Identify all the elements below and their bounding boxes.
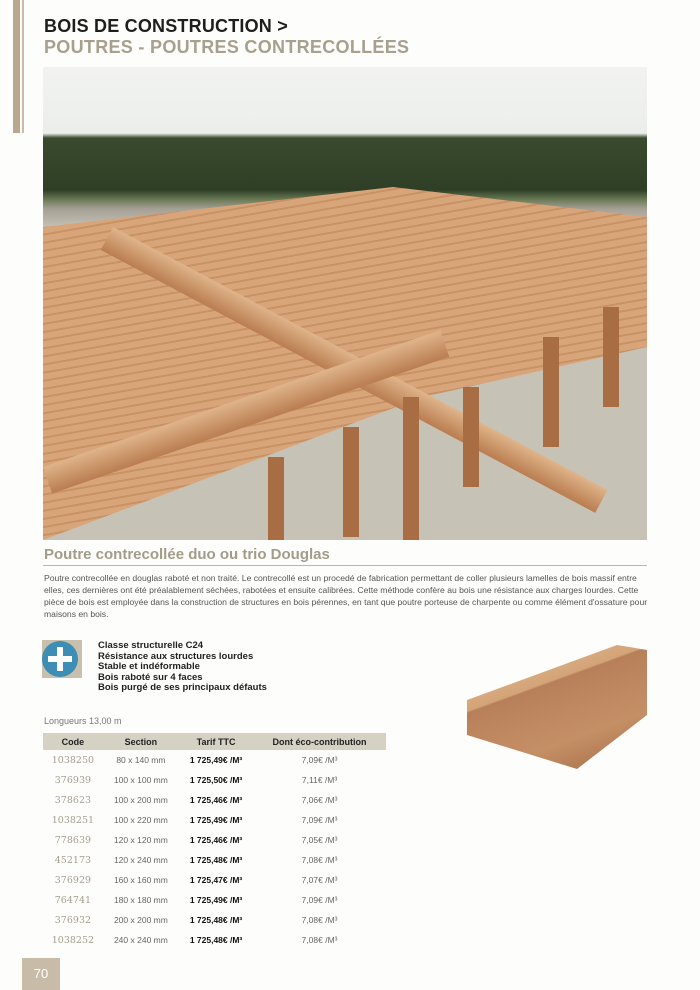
feature-item: Bois purgé de ses principaux défauts xyxy=(98,682,267,693)
cell-code: 764741 xyxy=(54,894,92,906)
feature-item: Bois raboté sur 4 faces xyxy=(98,671,203,683)
cell-price: 1 725,49€ /M³ xyxy=(189,755,243,765)
product-description: Poutre contrecollée en douglas raboté et non traité. Le contrecollé est un procedé de fabrication permettant de coller plusieurs lamelles de bois massif entre elles, ces dernières ont été préalablement séchées, rabotées et ensuite calibrées. Cette méthode confère au bois une résistance aux charges lourdes. Cette pièce de bois est employée dans la construction de structures en bois pérennes, en tant que poutre porteuse de charpente ou comme élément d'ossature pour maisons en bois. xyxy=(44,573,648,619)
product-name: Poutre contrecollée duo ou trio Douglas xyxy=(44,546,330,563)
cell-code: 1038250 xyxy=(51,754,95,766)
decorative-bar xyxy=(13,0,20,133)
col-tarif: Tarif TTC xyxy=(179,733,253,750)
feature-list xyxy=(98,641,267,694)
page-subtitle: POUTRES - POUTRES CONTRECOLLÉES xyxy=(44,37,410,57)
table-row xyxy=(43,830,386,850)
cell-sec: 100 x 220 mm xyxy=(113,815,168,825)
cell-eco: 7,08€ /M³ xyxy=(301,855,338,865)
feature-item: Résistance aux structures lourdes xyxy=(98,650,254,662)
cell-sec: 240 x 240 mm xyxy=(113,935,168,945)
section-title: BOIS DE CONSTRUCTION > xyxy=(44,16,288,36)
cell-price: 1 725,49€ /M³ xyxy=(189,815,243,825)
table-row xyxy=(43,930,386,950)
cell-sec: 160 x 160 mm xyxy=(113,875,168,885)
divider xyxy=(43,565,647,566)
cell-code: 452173 xyxy=(54,854,92,866)
col-eco: Dont éco-contribution xyxy=(253,733,386,750)
cell-price: 1 725,49€ /M³ xyxy=(189,895,243,905)
cell-code: 376939 xyxy=(54,774,92,786)
post xyxy=(463,387,479,487)
page-number: 70 xyxy=(22,958,60,990)
construction-photo xyxy=(43,67,647,540)
cell-code: 376932 xyxy=(54,914,92,926)
col-code: Code xyxy=(43,733,103,750)
cell-sec: 120 x 240 mm xyxy=(113,855,168,865)
cell-code: 378623 xyxy=(54,794,92,806)
table-row xyxy=(43,890,386,910)
cell-eco: 7,06€ /M³ xyxy=(301,795,338,805)
table-row xyxy=(43,850,386,870)
cell-code: 1038251 xyxy=(51,814,95,826)
cell-eco: 7,08€ /M³ xyxy=(301,935,338,945)
table-row xyxy=(43,770,386,790)
feature-item: Stable et indéformable xyxy=(98,661,200,672)
table-header xyxy=(43,733,386,750)
price-table xyxy=(43,733,386,950)
cell-price: 1 725,46€ /M³ xyxy=(189,795,243,805)
cell-price: 1 725,46€ /M³ xyxy=(189,835,243,845)
cell-sec: 180 x 180 mm xyxy=(113,895,168,905)
cell-code: 1038252 xyxy=(51,934,95,946)
cell-eco: 7,05€ /M³ xyxy=(301,835,338,845)
cell-eco: 7,07€ /M³ xyxy=(301,875,338,885)
cell-sec: 120 x 120 mm xyxy=(113,835,168,845)
cell-code: 376929 xyxy=(54,874,92,886)
post xyxy=(268,457,284,540)
cell-eco: 7,11€ /M³ xyxy=(301,775,338,785)
table-row xyxy=(43,870,386,890)
post xyxy=(543,337,559,447)
cell-sec: 100 x 100 mm xyxy=(113,775,168,785)
cell-eco: 7,09€ /M³ xyxy=(301,755,338,765)
cell-price: 1 725,50€ /M³ xyxy=(189,775,243,785)
post xyxy=(603,307,619,407)
lengths-label: Longueurs 13,00 m xyxy=(44,716,122,726)
cell-price: 1 725,48€ /M³ xyxy=(189,935,243,945)
decorative-bar-thin xyxy=(22,0,24,133)
cell-sec: 100 x 200 mm xyxy=(113,795,168,805)
cell-code: 778639 xyxy=(54,834,92,846)
table-row xyxy=(43,750,386,770)
cell-eco: 7,09€ /M³ xyxy=(301,895,338,905)
product-beam-image xyxy=(467,645,647,769)
col-section: Section xyxy=(103,733,179,750)
post xyxy=(343,427,359,537)
cell-sec: 200 x 200 mm xyxy=(113,915,168,925)
table-row xyxy=(43,810,386,830)
plus-icon xyxy=(42,640,82,678)
cell-price: 1 725,48€ /M³ xyxy=(189,915,243,925)
post xyxy=(403,397,419,540)
table-row xyxy=(43,790,386,810)
cell-price: 1 725,47€ /M³ xyxy=(189,875,243,885)
cell-eco: 7,09€ /M³ xyxy=(301,815,338,825)
cell-eco: 7,08€ /M³ xyxy=(301,915,338,925)
table-row xyxy=(43,910,386,930)
cell-price: 1 725,48€ /M³ xyxy=(189,855,243,865)
cell-sec: 80 x 140 mm xyxy=(116,755,166,765)
feature-item: Classe structurelle C24 xyxy=(98,640,204,651)
